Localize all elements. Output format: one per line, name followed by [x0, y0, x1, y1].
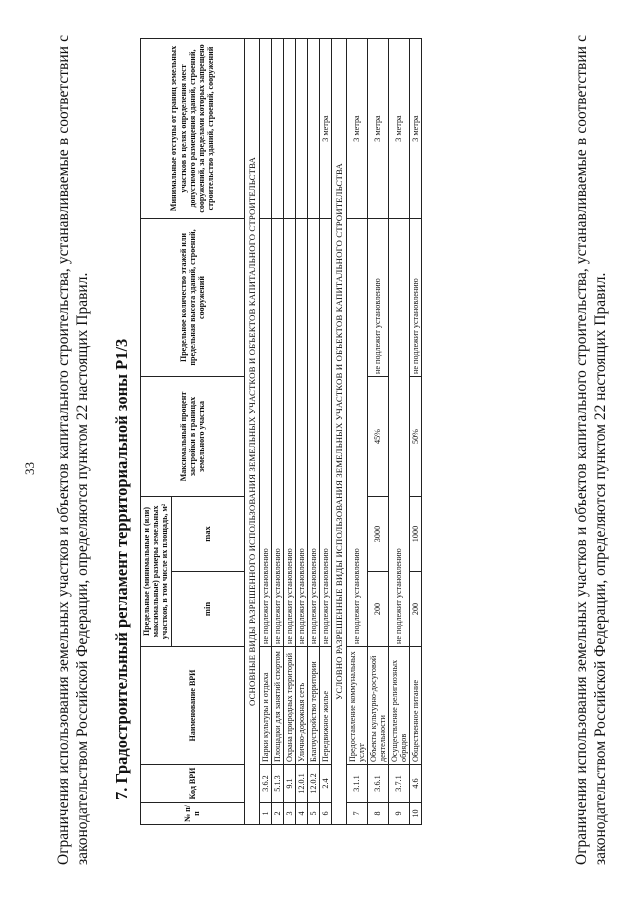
row-code: 4.6 [409, 765, 421, 803]
row-num: 7 [346, 803, 367, 825]
section-conditional-label: УСЛОВНО РАЗРЕШЕННЫЕ ВИДЫ ИСПОЛЬЗОВАНИЯ ЗЕМЕЛЬНЫХ УЧАСТКОВ И ОБЪЕКТОВ КАПИТАЛЬНОГО СТРОИТЕЛЬСТВА [331, 39, 346, 825]
row-name: Осуществление религиозных обрядов [388, 647, 409, 765]
row-name: Охрана природных территорий [283, 647, 295, 765]
row-setback: 3 метра [388, 39, 409, 219]
header-min: min [171, 572, 244, 647]
row-setback [259, 39, 271, 219]
row-code: 5.1.3 [271, 765, 283, 803]
row-setback [295, 39, 307, 219]
closing-paragraph: Ограничения использования земельных участков и объектов капитального строительства, устанавливаемые в соответствии с законодательством Российской Федерации, определяются пунктом 22 настоящих Правил. [573, 35, 610, 865]
row-code: 3.1.1 [346, 765, 367, 803]
zoning-regulation-table [140, 38, 422, 825]
table-row [319, 39, 331, 825]
header-max: max [171, 497, 244, 572]
row-code: 12.0.1 [295, 765, 307, 803]
header-percent: Максимальный процент застройки в границах земельного участка [141, 377, 245, 497]
row-code: 3.6.2 [259, 765, 271, 803]
row-num: 4 [295, 803, 307, 825]
row-setback [307, 39, 319, 219]
header-size [141, 497, 172, 647]
row-floors: не подлежит установлению [367, 219, 388, 377]
row-code: 12.0.2 [307, 765, 319, 803]
table-row [409, 39, 421, 825]
header-name: Наименование ВРИ [141, 647, 245, 765]
header-num: № п/п [141, 803, 245, 825]
row-setback: 3 метра [346, 39, 367, 219]
row-name: Общественное питание [409, 647, 421, 765]
row-size: не подлежит установлению [388, 219, 409, 647]
row-num: 9 [388, 803, 409, 825]
row-num: 1 [259, 803, 271, 825]
table-row [271, 39, 283, 825]
row-min: 200 [367, 572, 388, 647]
section-main-label: ОСНОВНЫЕ ВИДЫ РАЗРЕШЕННОГО ИСПОЛЬЗОВАНИЯ ЗЕМЕЛЬНЫХ УЧАСТКОВ И ОБЪЕКТОВ КАПИТАЛЬНОГО СТРОИТЕЛЬСТВА [244, 39, 259, 825]
row-code: 3.7.1 [388, 765, 409, 803]
row-name: Парки культуры и отдыха [259, 647, 271, 765]
row-name: Благоустройство территории [307, 647, 319, 765]
page-number: 33 [22, 462, 37, 475]
row-size: не подлежит установлению [307, 219, 319, 647]
header-setback: Минимальные отступы от границ земельных участков в целях определения мест допустимого размещения зданий, строений, сооружений, за пределами которых запрещено строительство зданий, строений, сооружений [141, 39, 245, 219]
row-size: не подлежит установлению [346, 219, 367, 647]
row-num: 6 [319, 803, 331, 825]
row-setback: 3 метра [367, 39, 388, 219]
row-name: Улично-дорожная сеть [295, 647, 307, 765]
row-max: 3000 [367, 497, 388, 572]
section-title: 7. Градостроительный регламент территориальной зоны Р1/3 [112, 338, 131, 800]
row-percent: 45% [367, 377, 388, 497]
row-setback: 3 метра [319, 39, 331, 219]
table-row [346, 39, 367, 825]
section-row-conditional [331, 39, 346, 825]
table-row [259, 39, 271, 825]
table-row [295, 39, 307, 825]
table-row [388, 39, 409, 825]
header-code: Код ВРИ [141, 765, 245, 803]
row-name: Объекты культурно-досуговой деятельности [367, 647, 388, 765]
table-row [367, 39, 388, 825]
row-code: 2.4 [319, 765, 331, 803]
row-size: не подлежит установлению [259, 219, 271, 647]
row-min: 200 [409, 572, 421, 647]
header-row [141, 39, 172, 825]
row-num: 10 [409, 803, 421, 825]
row-max: 1000 [409, 497, 421, 572]
row-code: 9.1 [283, 765, 295, 803]
row-num: 8 [367, 803, 388, 825]
table-row [307, 39, 319, 825]
row-name: Площадки для занятий спортом [271, 647, 283, 765]
row-num: 3 [283, 803, 295, 825]
table-row [283, 39, 295, 825]
row-setback: 3 метра [409, 39, 421, 219]
row-num: 2 [271, 803, 283, 825]
row-size: не подлежит установлению [295, 219, 307, 647]
row-code: 3.6.1 [367, 765, 388, 803]
row-num: 5 [307, 803, 319, 825]
row-name: Передвижное жилье [319, 647, 331, 765]
intro-paragraph: Ограничения использования земельных участков и объектов капитального строительства, устанавливаемые в соответствии с законодательством Российской Федерации, определяются пунктом 22 настоящих Правил. [55, 35, 92, 865]
row-size: не подлежит установлению [283, 219, 295, 647]
row-name: Предоставление коммунальных услуг [346, 647, 367, 765]
header-floors: Предельное количество этажей или предельная высота зданий, строений, сооружений [141, 219, 245, 377]
row-percent: 50% [409, 377, 421, 497]
row-size: не подлежит установлению [271, 219, 283, 647]
section-row-main [244, 39, 259, 825]
header-size-text: Предельные (минимальные и (или) максимальные) размеры земельных участков, в том числе их площадь, м² [142, 503, 170, 640]
row-floors: не подлежит установлению [409, 219, 421, 377]
row-setback [283, 39, 295, 219]
row-size: не подлежит установлению [319, 219, 331, 647]
row-setback [271, 39, 283, 219]
